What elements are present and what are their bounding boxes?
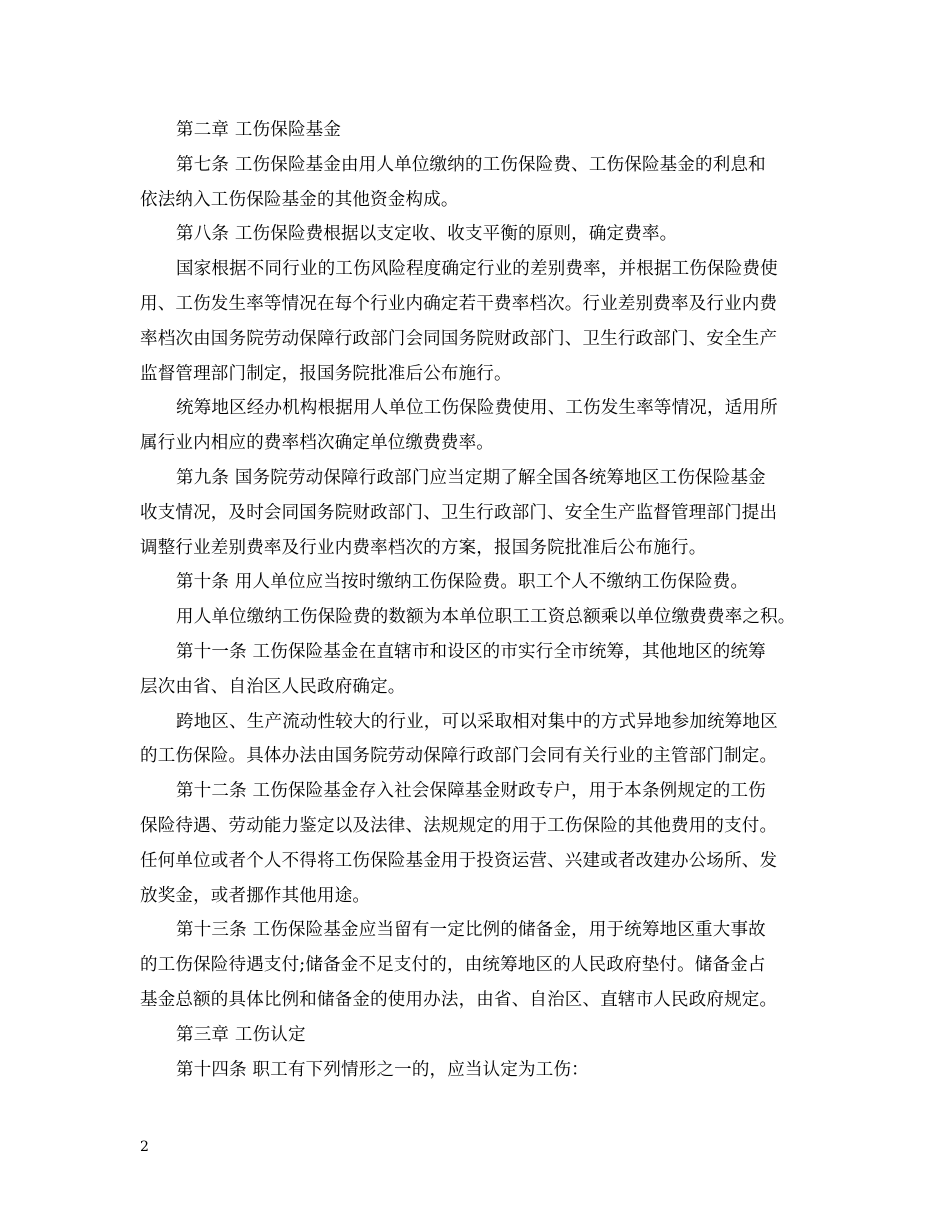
text-line: 第二章 工伤保险基金 xyxy=(176,120,342,140)
text-line: 调整行业差别费率及行业内费率档次的方案，报国务院批准后公布施行。 xyxy=(140,537,707,558)
text-line: 基金总额的具体比例和储备金的使用办法，由省、自治区、直辖市人民政府规定。 xyxy=(140,989,778,1010)
text-line: 跨地区、生产流动性较大的行业，可以采取相对集中的方式异地参加统筹地区 xyxy=(176,711,778,732)
text-line: 第十二条 工伤保险基金存入社会保障基金财政专户，用于本条例规定的工伤 xyxy=(176,781,766,802)
text-line: 用人单位缴纳工伤保险费的数额为本单位职工工资总额乘以单位缴费费率之积。 xyxy=(176,607,796,628)
page-number: 2 xyxy=(140,1139,149,1155)
text-line: 用、工伤发生率等情况在每个行业内确定若干费率档次。行业差别费率及行业内费 xyxy=(140,293,778,314)
text-line: 层次由省、自治区人民政府确定。 xyxy=(140,676,406,697)
text-line: 属行业内相应的费率档次确定单位缴费费率。 xyxy=(140,433,494,454)
text-line: 任何单位或者个人不得将工伤保险基金用于投资运营、兴建或者改建办公场所、发 xyxy=(140,850,778,871)
text-line: 第十条 用人单位应当按时缴纳工伤保险费。职工个人不缴纳工伤保险费。 xyxy=(176,572,749,593)
text-line: 第十四条 职工有下列情形之一的，应当认定为工伤： xyxy=(176,1059,589,1080)
text-line: 第七条 工伤保险基金由用人单位缴纳的工伤保险费、工伤保险基金的利息和 xyxy=(176,154,766,175)
text-line: 的工伤保险。具体办法由国务院劳动保障行政部门会同有关行业的主管部门制定。 xyxy=(140,746,778,767)
text-line: 的工伤保险待遇支付;储备金不足支付的，由统筹地区的人民政府垫付。储备金占 xyxy=(140,955,766,976)
text-line: 依法纳入工伤保险基金的其他资金构成。 xyxy=(140,189,459,210)
document-body xyxy=(140,113,830,1087)
text-line: 第十三条 工伤保险基金应当留有一定比例的储备金，用于统筹地区重大事故 xyxy=(176,920,766,941)
text-line: 第九条 国务院劳动保障行政部门应当定期了解全国各统筹地区工伤保险基金 xyxy=(176,467,766,488)
text-line: 第八条 工伤保险费根据以支定收、收支平衡的原则，确定费率。 xyxy=(176,224,678,245)
text-line: 统筹地区经办机构根据用人单位工伤保险费使用、工伤发生率等情况，适用所 xyxy=(176,398,778,419)
text-line: 收支情况，及时会同国务院财政部门、卫生行政部门、安全生产监督管理部门提出 xyxy=(140,502,778,523)
text-line: 保险待遇、劳动能力鉴定以及法律、法规规定的用于工伤保险的其他费用的支付。 xyxy=(140,815,778,836)
text-line: 率档次由国务院劳动保障行政部门会同国务院财政部门、卫生行政部门、安全生产 xyxy=(140,328,778,349)
text-line: 监督管理部门制定，报国务院批准后公布施行。 xyxy=(140,363,512,384)
text-line: 第十一条 工伤保险基金在直辖市和设区的市实行全市统筹，其他地区的统筹 xyxy=(176,641,766,662)
text-line: 国家根据不同行业的工伤风险程度确定行业的差别费率，并根据工伤保险费使 xyxy=(176,259,778,280)
text-line: 放奖金，或者挪作其他用途。 xyxy=(140,885,371,906)
text-line: 第三章 工伤认定 xyxy=(176,1024,306,1045)
